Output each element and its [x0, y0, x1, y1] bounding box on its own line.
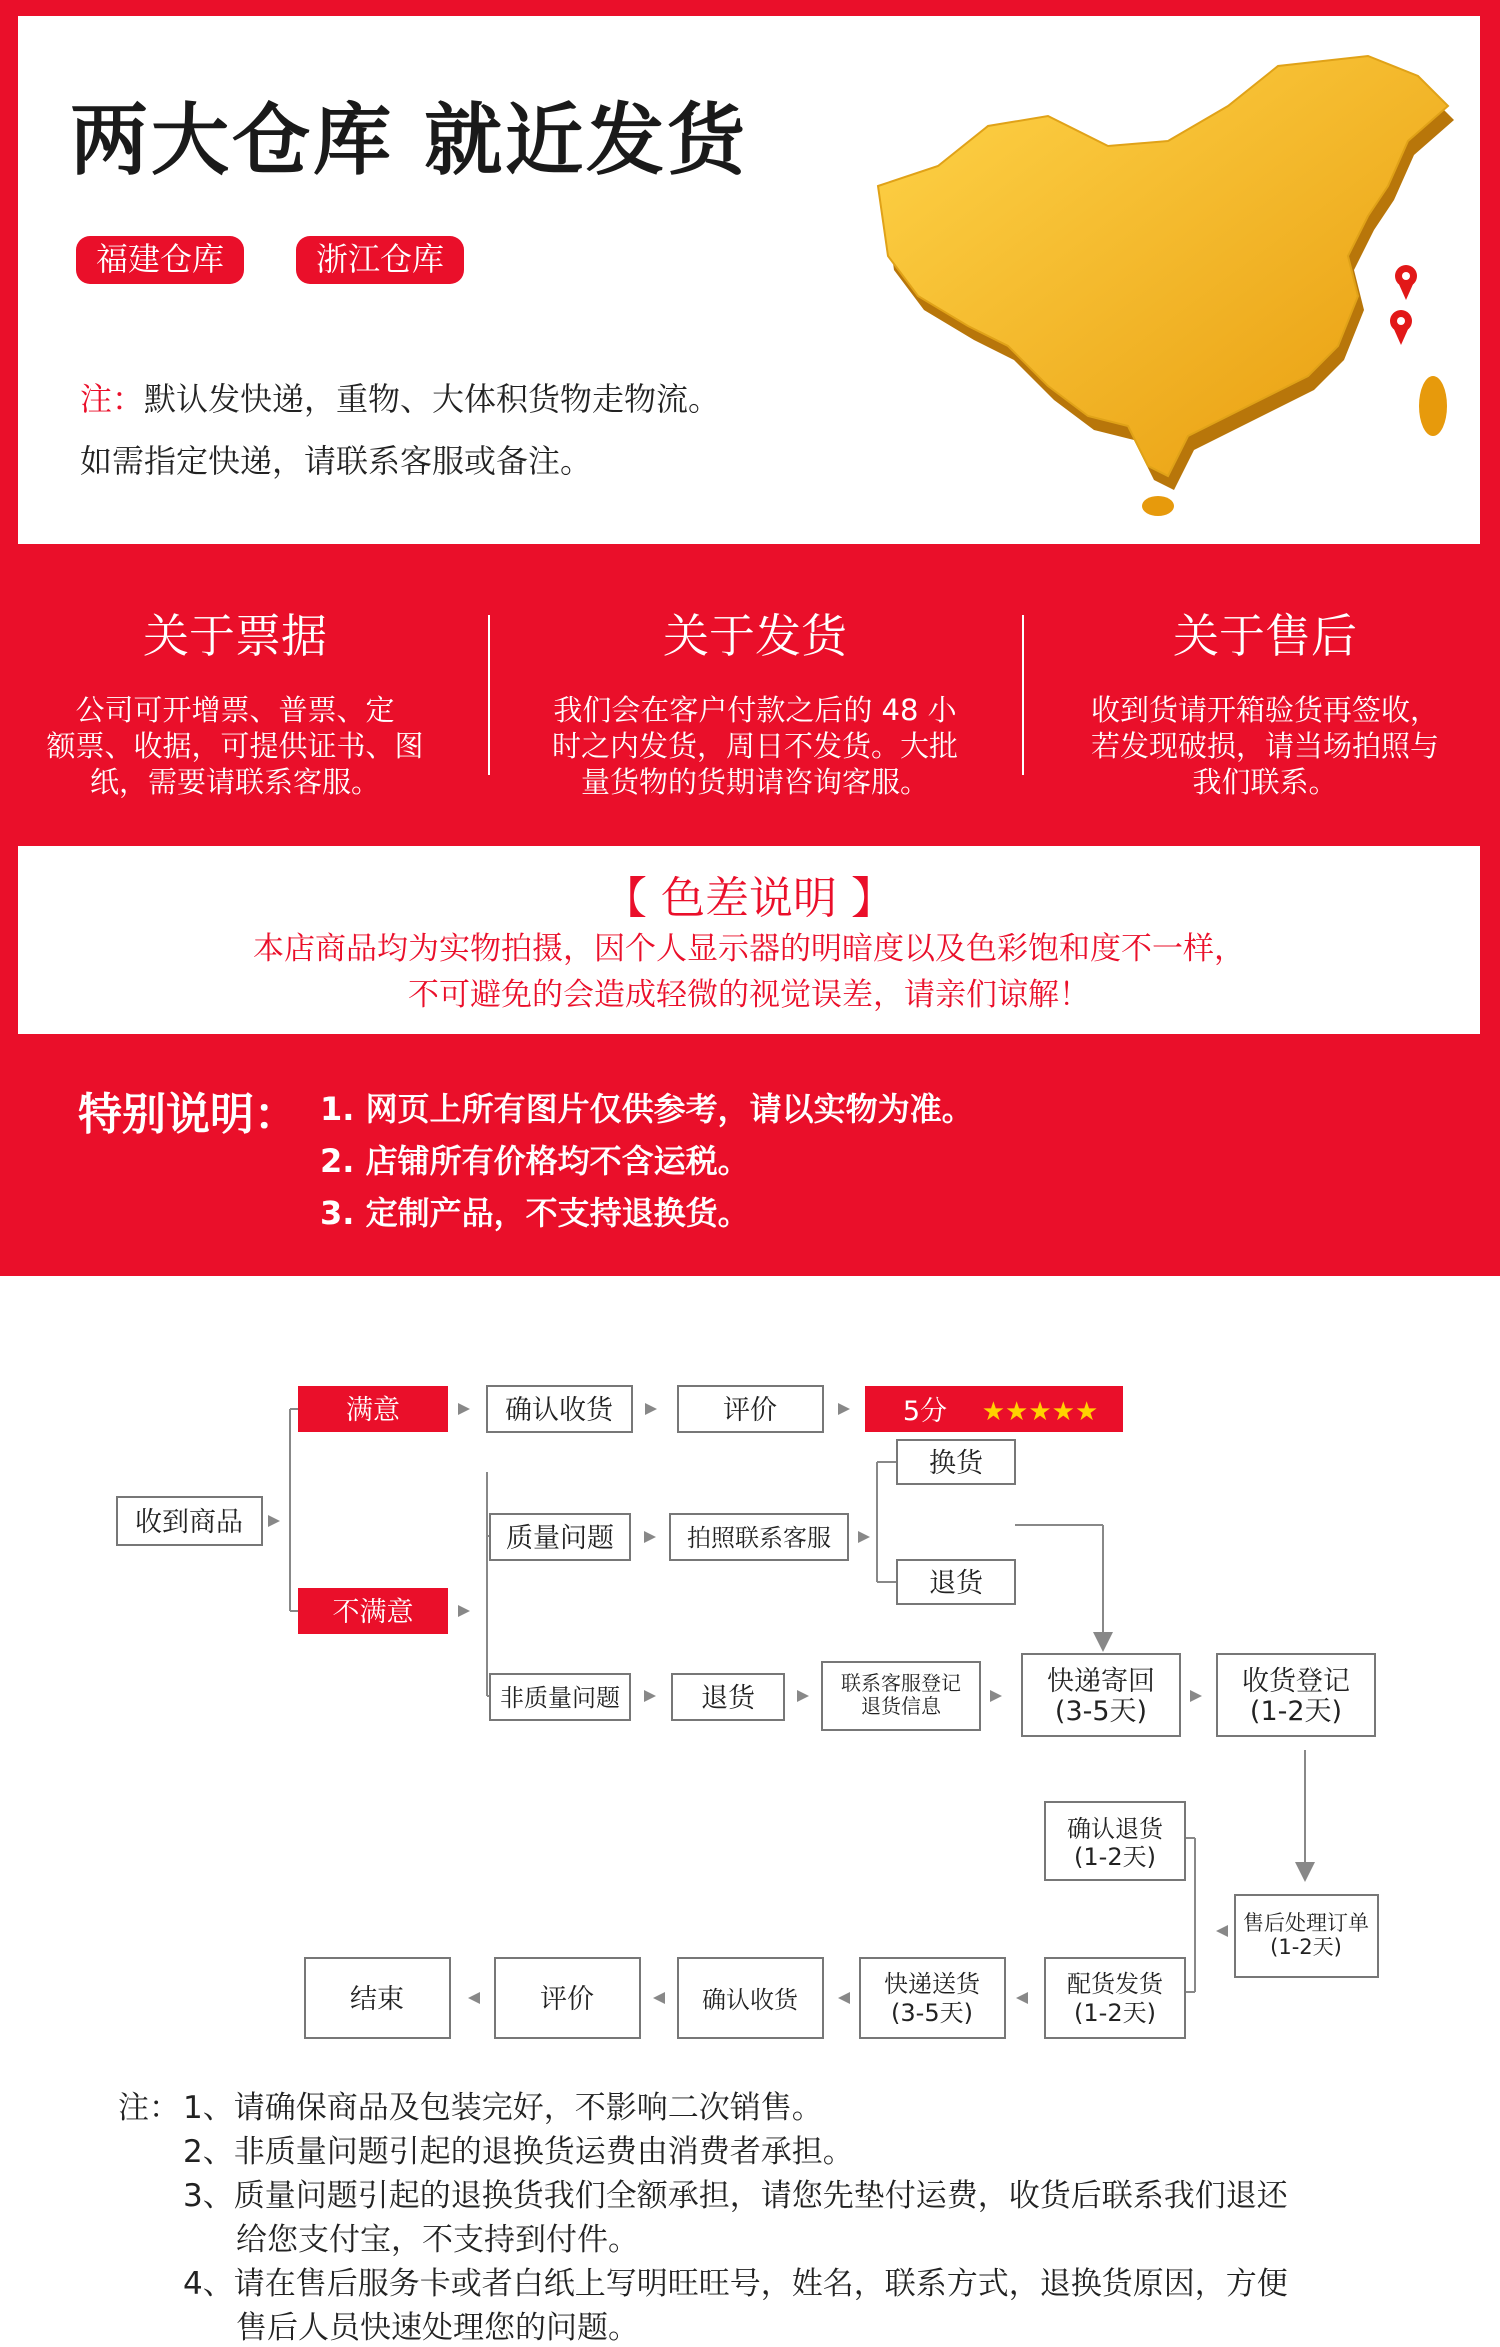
- info-invoice-line: 公司可开增票、普票、定: [75, 693, 395, 727]
- shipping-note-line2: 如需指定快递，请联系客服或备注。: [80, 442, 593, 480]
- flow-satisfied: 满意: [346, 1395, 400, 1426]
- divider: [1022, 615, 1024, 775]
- note-item: 3、质量问题引起的退换货我们全额承担，请您先垫付运费，收货后联系我们退还: [183, 2178, 1288, 2214]
- info-after-sale-line: 若发现破损，请当场拍照与: [1090, 729, 1439, 763]
- note-item: 2、非质量问题引起的退换货运费由消费者承担。: [183, 2134, 854, 2170]
- color-difference-line2: 不可避免的会造成轻微的视觉误差，请亲们谅解！: [408, 977, 1090, 1013]
- tag-zhejiang-warehouse: 浙江仓库: [296, 236, 464, 284]
- info-shipping: [520, 600, 990, 800]
- special-note-item: 2. 店铺所有价格均不含运税。: [320, 1142, 750, 1180]
- rating-stars-icon: ★★★★★: [981, 1397, 1099, 1427]
- after-sale-flowchart: [0, 1340, 1500, 2060]
- info-invoice: [0, 600, 470, 800]
- flow-end: 结束: [350, 1984, 404, 2015]
- flow-review-2: 评价: [540, 1984, 594, 2015]
- flow-photo-contact: 拍照联系客服: [687, 1524, 831, 1552]
- info-shipping-line: 我们会在客户付款之后的 48 小: [553, 693, 957, 727]
- note-item: 1、请确保商品及包装完好，不影响二次销售。: [183, 2090, 823, 2126]
- special-note-item: 1. 网页上所有图片仅供参考，请以实物为准。: [320, 1090, 974, 1128]
- note-text-1: 默认发快递，重物、大体积货物走物流。: [144, 380, 721, 418]
- special-notes-label: 特别说明：: [78, 1089, 298, 1140]
- info-invoice-heading: 关于票据: [143, 609, 327, 663]
- color-difference-title: 【 色差说明 】: [603, 873, 895, 924]
- location-pin-icon: [1390, 310, 1412, 345]
- info-after-sale: [1030, 600, 1500, 800]
- notes-prefix: 注：: [118, 2090, 180, 2126]
- info-invoice-line: 纸，需要请联系客服。: [89, 765, 380, 799]
- note-item: 售后人员快速处理您的问题。: [236, 2310, 639, 2346]
- info-shipping-line: 时之内发货，周日不发货。大批: [551, 729, 958, 763]
- flow-confirm-return-line1: 确认退货: [1067, 1815, 1163, 1843]
- flow-non-quality-issue: 非质量问题: [500, 1684, 620, 1712]
- flow-after-sale-order-line2: (1-2天): [1270, 1935, 1342, 1959]
- flow-express-send-line2: (3-5天): [891, 1999, 973, 2027]
- flow-contact-register-line2: 退货信息: [861, 1694, 941, 1718]
- flow-contact-register-line1: 联系客服登记: [841, 1671, 961, 1695]
- flow-return-2: 退货: [701, 1683, 755, 1714]
- flow-express-back-line1: 快递寄回: [1047, 1666, 1155, 1697]
- info-shipping-line: 量货物的货期请咨询客服。: [580, 765, 929, 799]
- flow-receive-register-line2: (1-2天): [1249, 1696, 1343, 1727]
- china-map-image: [848, 46, 1488, 526]
- info-shipping-heading: 关于发货: [663, 609, 847, 663]
- color-difference-line1: 本店商品均为实物拍摄，因个人显示器的明暗度以及色彩饱和度不一样，: [253, 931, 1245, 967]
- location-pin-icon: [1395, 265, 1417, 300]
- info-invoice-line: 额票、收据，可提供证书、图: [46, 729, 424, 763]
- note-prefix: 注：: [80, 380, 145, 418]
- flow-quality-issue: 质量问题: [506, 1523, 614, 1554]
- color-difference-card: [18, 846, 1480, 1034]
- flow-after-sale-order-line1: 售后处理订单: [1243, 1911, 1369, 1935]
- note-item: 4、请在售后服务卡或者白纸上写明旺旺号，姓名，联系方式，退换货原因，方便: [183, 2266, 1288, 2302]
- flow-express-send-line1: 快递送货: [884, 1970, 980, 1998]
- flow-return: 退货: [929, 1568, 983, 1599]
- flow-unsatisfied: 不满意: [332, 1597, 414, 1628]
- divider: [488, 615, 490, 775]
- flow-express-back-line2: (3-5天): [1054, 1696, 1148, 1727]
- warehouse-card: [18, 16, 1480, 544]
- flow-confirm-return-line2: (1-2天): [1074, 1843, 1156, 1871]
- flow-review: 评价: [723, 1395, 777, 1426]
- info-after-sale-line: 收到货请开箱验货再签收，: [1090, 693, 1439, 727]
- page-title: 两大仓库 就近发货: [70, 96, 749, 186]
- flow-score: 5分: [902, 1396, 948, 1427]
- flow-receive-register-line1: 收货登记: [1242, 1666, 1350, 1697]
- flow-ship-out-line1: 配货发货: [1067, 1970, 1163, 1998]
- tag-fujian-warehouse: 福建仓库: [76, 236, 244, 284]
- info-after-sale-heading: 关于售后: [1173, 609, 1357, 663]
- flow-confirm-receipt: 确认收货: [505, 1395, 613, 1426]
- flow-ship-out-line2: (1-2天): [1074, 1999, 1156, 2027]
- flow-received: 收到商品: [135, 1507, 243, 1538]
- info-after-sale-line: 我们联系。: [1192, 765, 1338, 799]
- note-item: 给您支付宝，不支持到付件。: [236, 2222, 639, 2258]
- flow-confirm-receipt-2: 确认收货: [702, 1986, 798, 2014]
- flow-exchange: 换货: [929, 1448, 983, 1479]
- special-note-item: 3. 定制产品，不支持退换货。: [320, 1194, 750, 1232]
- shipping-note-line1: [80, 374, 720, 420]
